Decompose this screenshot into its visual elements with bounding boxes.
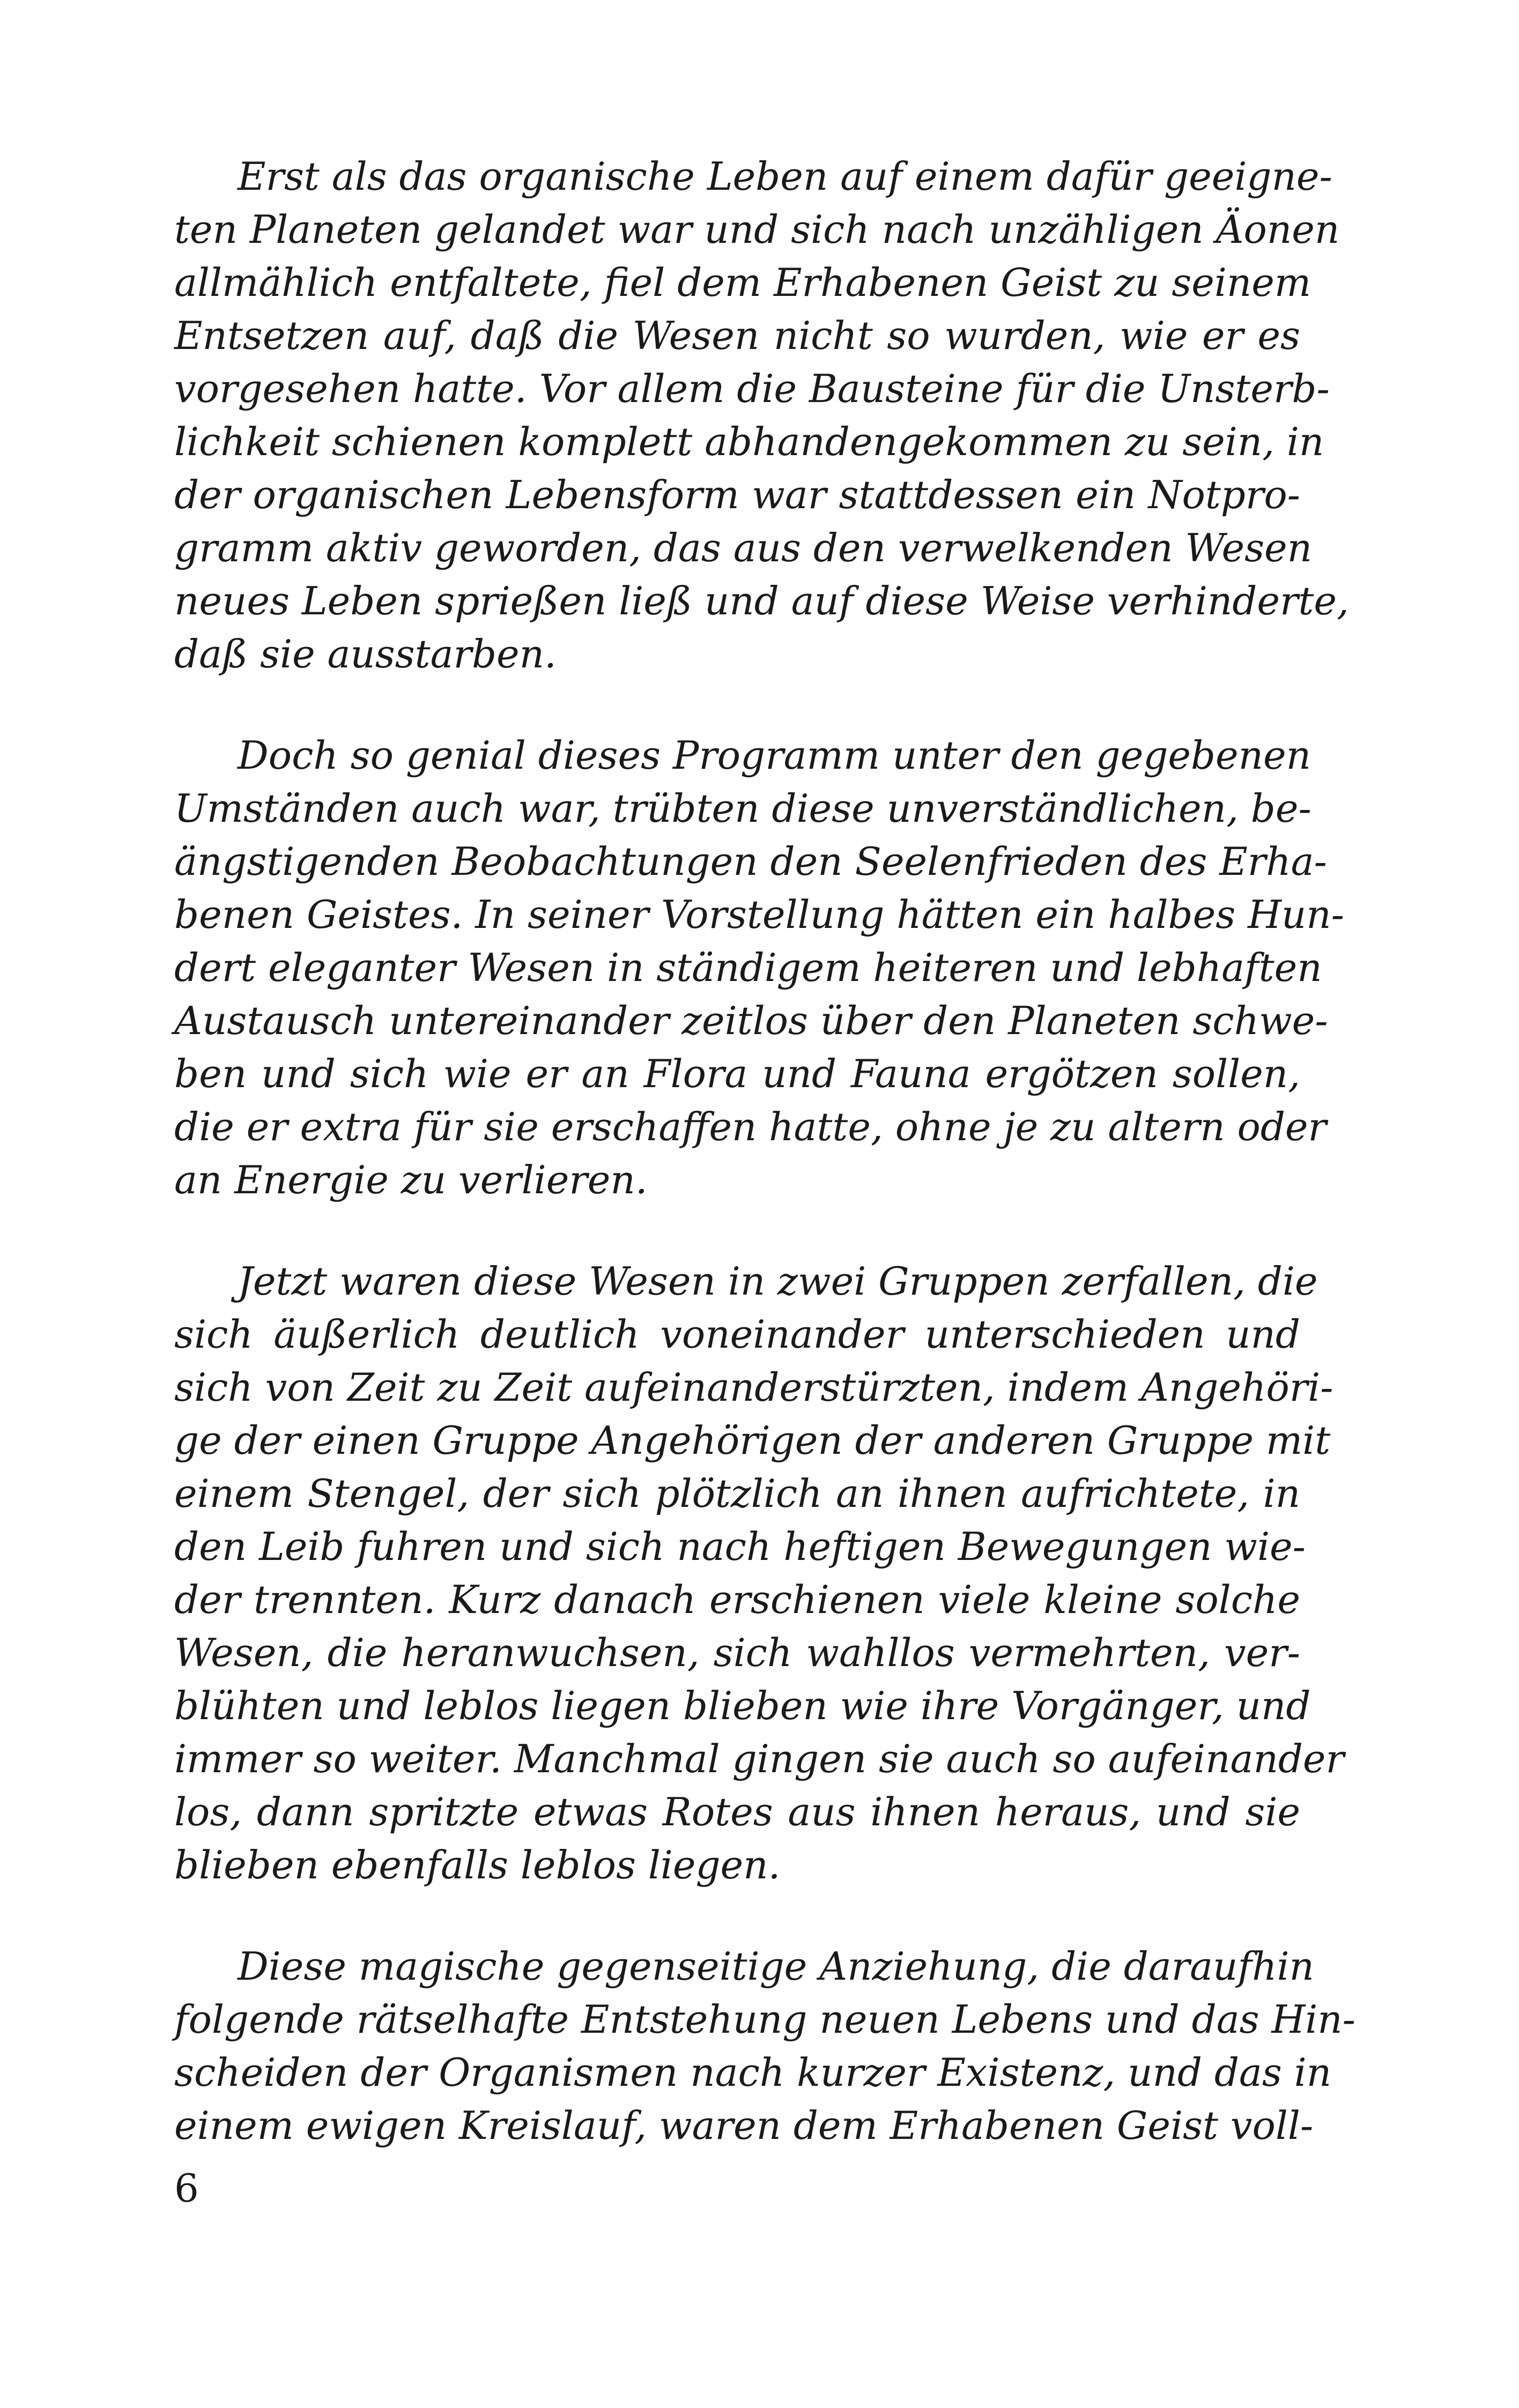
text-line: Entsetzen auf, daß die Wesen nicht so wurden, wie er es xyxy=(174,313,1300,358)
text-line: folgende rätselhafte Entstehung neuen Lebens und das Hin- xyxy=(174,1997,1355,2042)
text-line: immer so weiter. Manchmal gingen sie auch so aufeinander xyxy=(174,1736,1344,1781)
text-line: einem Stengel, der sich plötzlich an ihnen aufrichtete, in xyxy=(174,1471,1300,1516)
text-line: allmählich entfaltete, fiel dem Erhabenen Geist zu seinem xyxy=(174,260,1311,305)
page-number: 6 xyxy=(174,2166,199,2211)
text-line: ten Planeten gelandet war und sich nach unzähligen Äonen xyxy=(174,207,1340,252)
text-line: gramm aktiv geworden, das aus den verwelkenden Wesen xyxy=(174,525,1313,570)
text-line: an Energie zu verlieren. xyxy=(174,1157,648,1202)
text-line: sich von Zeit zu Zeit aufeinanderstürzten, indem Angehöri- xyxy=(174,1365,1333,1410)
paragraph-1 xyxy=(174,150,1349,681)
text-line: daß sie ausstarben. xyxy=(174,631,557,677)
text-line: scheiden der Organismen nach kurzer Existenz, und das in xyxy=(174,2050,1332,2095)
text-line: Jetzt waren diese Wesen in zwei Gruppen zerfallen, die xyxy=(238,1259,1318,1304)
paragraph-3 xyxy=(174,1255,1344,1892)
text-line: Wesen, die heranwuchsen, sich wahllos vermehrten, ver- xyxy=(174,1630,1300,1675)
text-line: sich äußerlich deutlich voneinander unterschieden und xyxy=(174,1312,1300,1357)
text-line: der trennten. Kurz danach erschienen viele kleine solche xyxy=(174,1577,1300,1622)
text-line: vorgesehen hatte. Vor allem die Bausteine für die Unsterb- xyxy=(174,366,1330,411)
text-line: Umständen auch war, trübten diese unverständlichen, be- xyxy=(174,786,1311,831)
text-line: Doch so genial dieses Programm unter den gegebenen xyxy=(238,733,1311,778)
paragraph-2 xyxy=(174,729,1344,1207)
text-line: ängstigenden Beobachtungen den Seelenfrieden des Erha- xyxy=(174,839,1327,884)
text-line: ge der einen Gruppe Angehörigen der anderen Gruppe mit xyxy=(174,1418,1331,1463)
text-line: blieben ebenfalls leblos liegen. xyxy=(174,1842,781,1887)
text-line: benen Geistes. In seiner Vorstellung hätten ein halbes Hun- xyxy=(174,892,1344,937)
text-line: Diese magische gegenseitige Anziehung, die daraufhin xyxy=(238,1944,1314,1989)
paragraph-4 xyxy=(174,1940,1355,2152)
text-line: der organischen Lebensform war stattdessen ein Notpro- xyxy=(174,472,1300,517)
text-line: Austausch untereinander zeitlos über den Planeten schwe- xyxy=(174,998,1328,1043)
text-line: neues Leben sprießen ließ und auf diese Weise verhinderte, xyxy=(174,578,1349,623)
text-line: die er extra für sie erschaffen hatte, ohne je zu altern oder xyxy=(174,1104,1327,1149)
text-line: einem ewigen Kreislauf, waren dem Erhabenen Geist voll- xyxy=(174,2103,1314,2148)
text-line: blühten und leblos liegen blieben wie ihre Vorgänger, und xyxy=(174,1683,1311,1728)
text-line: Erst als das organische Leben auf einem dafür geeigne- xyxy=(238,154,1332,199)
text-line: den Leib fuhren und sich nach heftigen Bewegungen wie- xyxy=(174,1524,1306,1569)
text-line: lichkeit schienen komplett abhandengekommen zu sein, in xyxy=(174,419,1324,464)
text-line: los, dann spritzte etwas Rotes aus ihnen heraus, und sie xyxy=(174,1789,1300,1834)
text-line: ben und sich wie er an Flora und Fauna ergötzen sollen, xyxy=(174,1051,1300,1096)
body-text xyxy=(174,150,1355,2201)
text-line: dert eleganter Wesen in ständigem heiteren und lebhaften xyxy=(174,945,1322,990)
